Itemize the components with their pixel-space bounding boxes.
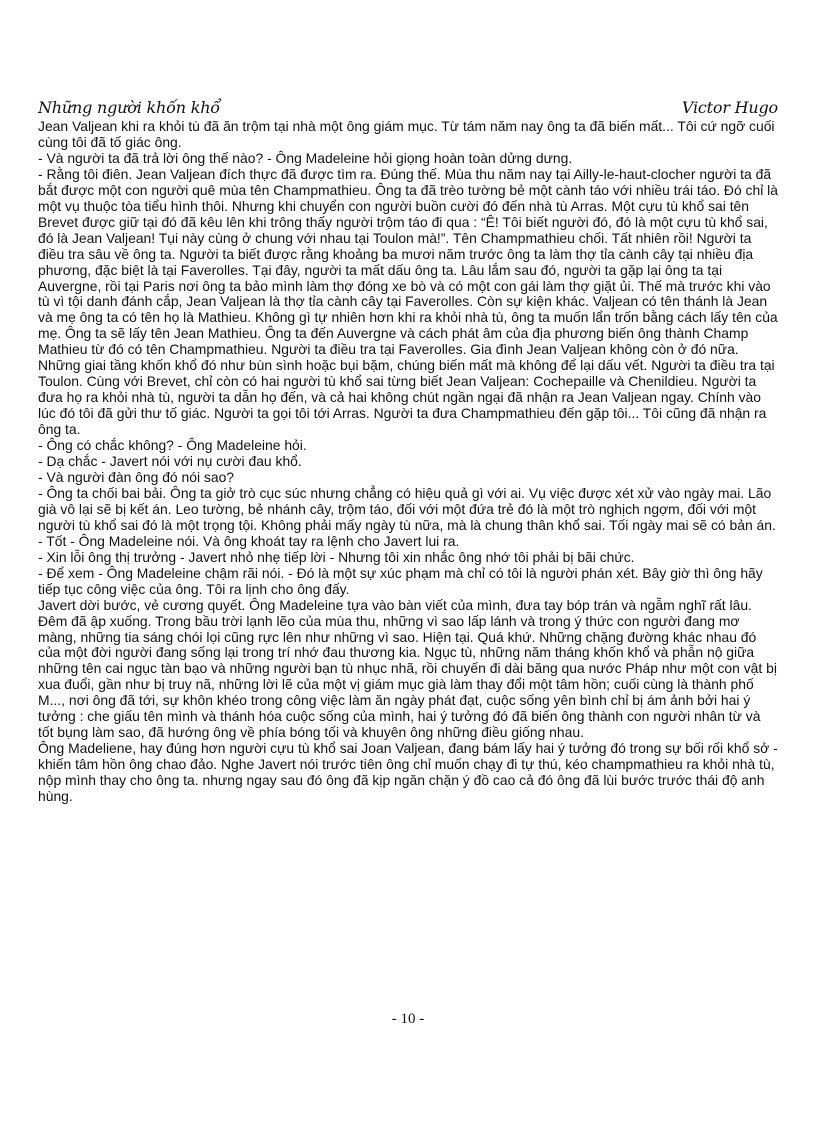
paragraph: Javert dời bước, vẻ cương quyết. Ông Madeleine tựa vào bàn viết của mình, đưa tay bóp trán và ngẫm nghĩ rất lâu. — [38, 596, 752, 613]
paragraph: - Dạ chắc - Javert nói với nụ cười đau khổ. — [38, 453, 302, 470]
page-number: - 10 - — [391, 1011, 425, 1027]
paragraph: - Và người đàn ông đó nói sao? — [38, 468, 235, 485]
paragraph: - Tốt - Ông Madeleine nói. Và ông khoát tay ra lệnh cho Javert lui ra. — [38, 532, 460, 549]
paragraph: Ông Madeliene, hay đúng hơn người cựu tù khổ sai Joan Valjean, đang bám lấy hai ý tưởng đó trong sự bối rối khổ sở - khiến tâm hồn ông chao đảo. Nghe Javert nói trước tiên ông chỉ muốn chạy đi tự thú, kéo champmathieu ra khỏi nhà tù, nộp mình thay cho ông ta. nhưng ngay sau đó ông đã kịp ngăn chặn ý đồ cao cả đó ông đã lùi bước trước thái độ anh hùng. — [38, 740, 778, 805]
paragraph: - Rằng tôi điên. Jean Valjean đích thực đã được tìm ra. Đúng thế. Mùa thu năm nay tại Ailly-le-haut-clocher người ta đã bắt được một con người quê mùa tên Champmathieu. Ông ta đã trèo tường bẻ một cành táo với nhiều trái táo. Đó chỉ là một vụ thuộc tòa tiểu hình thôi. Nhưng khi chuyển con người buồn cười đó đến nhà tù Arras. Một cựu tù khổ sai tên Brevet được giữ tại đó đã kêu lên khi trông thấy người trộm táo đi qua : “Ê! Tôi biết người đó, đó là một cựu tù khổ sai, đó là Jean Valjean! Tụi này cùng ở chung với nhau tại Toulon mà!”. Tên Champmathieu chối. Tất nhiên rồi! Người ta điều tra sâu về ông ta. Người ta biết được rằng khoảng ba mươi năm trước ông ta làm thợ tỉa cành cây tại nhiều địa phương, đặc biệt là tại Faverolles. Tại đây, người ta mất dấu ông ta. Lâu lắm sau đó, người ta gặp lại ông ta tại Auvergne, rồi tại Paris nơi ông ta bảo mình làm thợ đóng xe bò và có một con gái làm thợ giặt ủi. Thế mà trước khi vào tù vì tội danh đánh cắp, Jean Valjean là thợ tỉa cành cây tại Faverolles. Còn sự kiện khác. Valjean có tên thánh là Jean và mẹ ông ta có tên họ là Mathieu. Không gì tự nhiên hơn khi ra khỏi nhà tù, ông ta muốn lẩn trốn bằng cách lấy tên của mẹ. Ông ta sẽ lấy tên Jean Mathieu. Ông ta đến Auvergne và cách phát âm của địa phương biến ông thành Champ Mathieu từ đó có tên Champmathieu. Người ta điều tra tại Faverolles. Gia đình Jean Valjean không còn ở đó nữa. Những giai tầng khốn khổ đó như bùn sình hoặc bụi bặm, chúng biến mất mà không để lại dấu vết. Người ta điều tra tại Toulon. Cùng với Brevet, chỉ còn có hai người tù khổ sai từng biết Jean Valjean: Cochepaille và Chenildieu. Người ta đưa họ ra khỏi nhà tù, người ta dẫn họ đến, và cả hai không chút ngần ngại đã nhận ra Jean Valjean ngay. Chính vào lúc đó tôi đã gửi thư tố giác. Người ta gọi tôi tới Arras. Người ta đưa Champmathieu đến gặp tôi... Tôi cũng đã nhận ra ông ta. — [38, 165, 778, 438]
author-name: Victor Hugo — [681, 98, 778, 117]
running-header — [38, 98, 778, 118]
body-text — [38, 119, 778, 805]
paragraph: - Xin lỗi ông thị trưởng - Javert nhỏ nhẹ tiếp lời - Nhưng tôi xin nhắc ông nhớ tôi phải bị bãi chức. — [38, 548, 635, 565]
paragraph: - Ông có chắc không? - Ông Madeleine hỏi. — [38, 437, 307, 454]
paragraph: Jean Valjean khi ra khỏi tù đã ăn trộm tại nhà một ông giám mục. Từ tám năm nay ông ta đã biến mất... Tôi cứ ngỡ cuối cùng tôi đã tố giác ông. — [38, 118, 775, 150]
paragraph: - Và người ta đã trả lời ông thế nào? - Ông Madeleine hỏi giọng hoàn toàn dửng dưng. — [38, 149, 573, 166]
document-page — [38, 98, 778, 805]
paragraph: - Ông ta chối bai bải. Ông ta giở trò cục súc nhưng chẳng có hiệu quả gì với ai. Vụ việc được xét xử vào ngày mai. Lão già vô lại sẽ bị kết án. Leo tường, bẻ nhánh cây, trộm táo, đối với một đứa trẻ đó là một trò nghịch ngợm, đối với một người tù khổ sai đó là một trọng tội. Không phải mấy ngày tù nữa, mà là chung thân khổ sai. Tối ngày mai sẽ có bản án. — [38, 484, 776, 533]
paragraph: - Để xem - Ông Madeleine chậm rãi nói. - Đó là một sự xúc phạm mà chỉ có tôi là người phán xét. Bây giờ thì ông hãy tiếp tục công việc của ông. Tôi ra lịnh cho ông đấy. — [38, 564, 763, 597]
book-title: Những người khốn khổ — [38, 98, 220, 117]
paragraph: Đêm đã ập xuống. Trong bầu trời lạnh lẽo của mùa thu, những vì sao lấp lánh và trong ý thức con người đang mơ màng, những tia sáng chói lọi cũng rực lên như những vì sao. Hiện tại. Quá khứ. Những chặng đường khác nhau đó của một đời người đang sống lại trong trí nhớ đau thương kia. Ngục tù, những năm tháng khốn khổ và phẫn nộ giữa những tên cai ngục tàn bạo và những người bạn tù nhục nhã, rồi chuyến đi dài băng qua nước Pháp như một con vật bị xua đuổi, gần như bị truy nã, những lời lẽ của một vị giám mục già làm thay đổi một tâm hồn; cuối cùng là thành phố M..., nơi ông đã tới, sự khôn khéo trong công việc làm ăn ngày phát đạt, cuộc sống yên bình chỉ bị ám ảnh bởi hai ý tưởng : che giấu tên mình và thánh hóa cuộc sống của mình, hai ý tưởng đó đã biến ông thành con người nhân từ và tốt bụng làm sao, đã hướng ông về phía bóng tối và khuyên ông những điều giống nhau. — [38, 612, 777, 741]
